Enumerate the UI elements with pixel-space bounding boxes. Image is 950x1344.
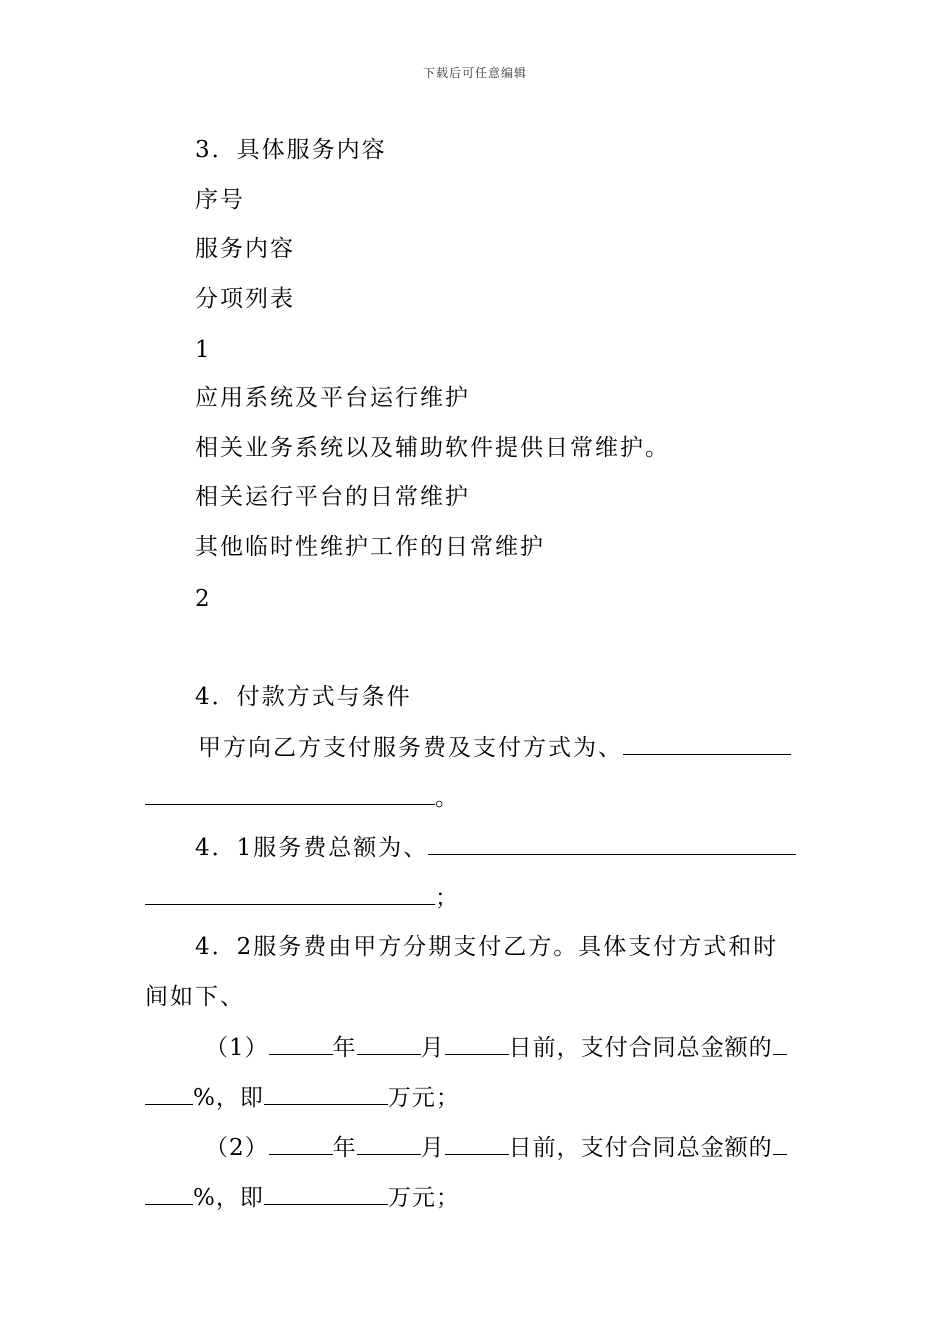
total-fee-label: 4．1服务费总额为、 xyxy=(195,835,429,861)
installment-2-line-2 xyxy=(145,1182,460,1213)
page-header: 下载后可任意编辑 xyxy=(422,66,527,80)
installment-2-month-blank[interactable] xyxy=(357,1132,421,1155)
section-3-title: 3．具体服务内容 xyxy=(195,137,387,163)
installment-1-percent-blank[interactable] xyxy=(773,1032,787,1055)
percent-label: %，即 xyxy=(193,1085,264,1111)
semicolon-mark: ； xyxy=(435,885,460,911)
installment-2-percent-blank[interactable] xyxy=(773,1132,787,1155)
installment-1-line-1 xyxy=(205,1032,787,1063)
total-fee-line-1 xyxy=(195,832,796,863)
row-1-number: 1 xyxy=(195,337,212,363)
percent-label: %，即 xyxy=(193,1185,264,1211)
total-fee-blank-cont[interactable] xyxy=(145,882,435,905)
month-label: 月 xyxy=(420,1135,445,1161)
row-1-item-2: 相关运行平台的日常维护 xyxy=(195,484,470,510)
wan-label: 万元； xyxy=(387,1085,460,1111)
installment-1-line-2 xyxy=(145,1082,460,1113)
row-1-service: 应用系统及平台运行维护 xyxy=(195,385,470,411)
installment-1-amount-blank[interactable] xyxy=(264,1082,388,1105)
row-1-item-3: 其他临时性维护工作的日常维护 xyxy=(195,534,545,560)
payment-method-label: 甲方向乙方支付服务费及支付方式为、 xyxy=(198,735,623,761)
table-header-content: 服务内容 xyxy=(195,236,295,262)
table-header-items: 分项列表 xyxy=(195,286,295,312)
total-fee-blank[interactable] xyxy=(428,832,796,855)
payment-method-line-1 xyxy=(198,732,791,763)
installment-1-number: （1） xyxy=(205,1035,269,1061)
year-label: 年 xyxy=(332,1135,357,1161)
installment-2-line-1 xyxy=(205,1132,787,1163)
payment-method-line-2 xyxy=(145,782,460,813)
total-fee-line-2 xyxy=(145,882,460,913)
installment-2-percent-blank-cont[interactable] xyxy=(145,1182,193,1205)
installment-text-line-1: 4．2服务费由甲方分期支付乙方。具体支付方式和时 xyxy=(195,934,779,960)
before-label: 日前，支付合同总金额的 xyxy=(508,1035,773,1061)
installment-1-month-blank[interactable] xyxy=(357,1032,421,1055)
before-label: 日前，支付合同总金额的 xyxy=(508,1135,773,1161)
row-2-number: 2 xyxy=(195,586,212,612)
section-4-title: 4．付款方式与条件 xyxy=(195,684,412,710)
month-label: 月 xyxy=(420,1035,445,1061)
payment-method-blank-cont[interactable] xyxy=(145,782,435,805)
table-header-no: 序号 xyxy=(195,187,245,213)
year-label: 年 xyxy=(332,1035,357,1061)
installment-1-percent-blank-cont[interactable] xyxy=(145,1082,193,1105)
installment-2-amount-blank[interactable] xyxy=(264,1182,388,1205)
installment-text-line-2: 间如下、 xyxy=(145,984,245,1010)
installment-2-number: （2） xyxy=(205,1135,269,1161)
row-1-item-1: 相关业务系统以及辅助软件提供日常维护。 xyxy=(195,435,670,461)
installment-2-day-blank[interactable] xyxy=(445,1132,509,1155)
installment-1-year-blank[interactable] xyxy=(269,1032,333,1055)
wan-label: 万元； xyxy=(387,1185,460,1211)
installment-1-day-blank[interactable] xyxy=(445,1032,509,1055)
installment-2-year-blank[interactable] xyxy=(269,1132,333,1155)
payment-method-blank[interactable] xyxy=(623,732,791,755)
period-mark: 。 xyxy=(435,785,460,811)
